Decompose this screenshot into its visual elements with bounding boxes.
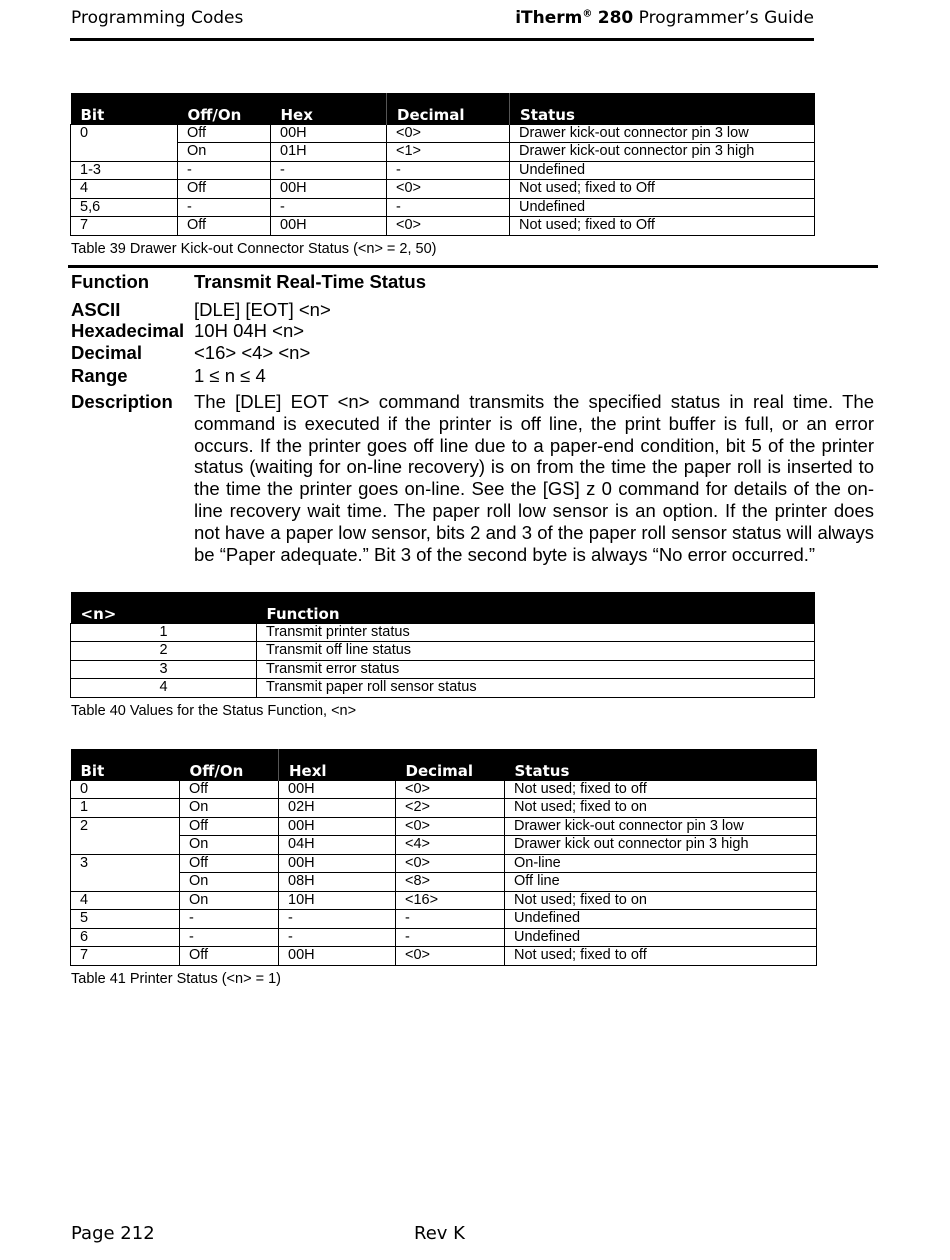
range-value: 1 ≤ n ≤ 4 [194,365,266,386]
table-39 [70,93,815,236]
table-cell: - [279,910,396,929]
table-cell: - [180,928,279,947]
table-cell: 00H [279,817,396,836]
table-cell: Drawer kick out connector pin 3 high [505,836,817,855]
table-cell: Not used; fixed to off [505,947,817,966]
function-title: Transmit Real-Time Status [194,271,427,292]
table-cell: Off [180,854,279,873]
table-cell: 02H [279,799,396,818]
table-cell: Off [180,780,279,799]
table-cell: <8> [396,873,505,892]
table-cell: Drawer kick-out connector pin 3 low [510,124,815,143]
table-cell: On [180,836,279,855]
column-header: Decimal [387,93,510,124]
table-cell: 7 [71,947,180,966]
table-row [71,910,817,929]
table-39-caption: Table 39 Drawer Kick-out Connector Status (<n> = 2, 50) [71,241,437,257]
running-header-right [515,8,814,28]
table-cell: - [387,161,510,180]
hexadecimal-label: Hexadecimal [71,320,185,341]
revision: Rev K [414,1223,465,1244]
table-cell: Undefined [505,910,817,929]
table-header-row [71,749,817,780]
table-cell: - [387,198,510,217]
table-cell: - [279,928,396,947]
table-cell: 00H [271,124,387,143]
table-41 [70,749,817,966]
table-cell: <0> [387,217,510,236]
table-cell: 5,6 [71,198,178,217]
table-cell: - [178,198,271,217]
table-row [71,947,817,966]
table-row [71,817,817,836]
table-cell: Undefined [510,198,815,217]
column-header: Off/On [178,93,271,124]
header-rule [70,38,814,41]
table-cell: - [178,161,271,180]
table-cell: 08H [279,873,396,892]
table-cell: <16> [396,891,505,910]
function-label: Function [71,271,150,292]
table-cell: On [180,799,279,818]
table-row [71,679,815,698]
table-cell: On [180,891,279,910]
table-row [71,836,817,855]
column-header: Status [505,749,817,780]
table-cell: 01H [271,143,387,162]
table-cell: Not used; fixed to on [505,799,817,818]
table-cell: 00H [279,780,396,799]
table-cell: Not used; fixed to off [505,780,817,799]
table-cell: Transmit paper roll sensor status [257,679,815,698]
table-row [71,180,815,199]
table-cell: 4 [71,679,257,698]
brand-name: iTherm [515,8,583,28]
table-cell: 04H [279,836,396,855]
table-cell: 0 [71,780,180,799]
table-cell: <2> [396,799,505,818]
table-row [71,854,817,873]
table-cell: Drawer kick-out connector pin 3 low [505,817,817,836]
table-row [71,799,817,818]
column-header: Bit [71,749,180,780]
registered-mark: ® [582,8,593,20]
table-cell: - [396,928,505,947]
running-header-left: Programming Codes [71,8,244,28]
table-cell: 4 [71,180,178,199]
table-row [71,660,815,679]
table-40 [70,592,815,698]
table-cell: Not used; fixed to Off [510,180,815,199]
column-header: Decimal [396,749,505,780]
table-cell: Transmit off line status [257,642,815,661]
column-header: Status [510,93,815,124]
table-cell: On [178,143,271,162]
table-cell: <0> [396,947,505,966]
table-cell: 1 [71,799,180,818]
table-row [71,124,815,143]
table-cell: 3 [71,854,180,891]
table-cell: - [180,910,279,929]
table-cell: 5 [71,910,180,929]
table-cell: 2 [71,817,180,854]
column-header: Function [257,592,815,623]
table-cell: 10H [279,891,396,910]
range-label: Range [71,365,128,386]
column-header: Hex [271,93,387,124]
table-cell: On-line [505,854,817,873]
table-cell: 00H [279,947,396,966]
table-cell: 00H [271,180,387,199]
column-header: Bit [71,93,178,124]
table-cell: Off [178,180,271,199]
table-header-row [71,592,815,623]
table-row [71,198,815,217]
table-cell: Off [178,217,271,236]
table-cell: Transmit printer status [257,623,815,642]
table-cell: 0 [71,124,178,161]
description-label: Description [71,391,173,412]
function-rule [68,265,878,268]
table-row [71,891,817,910]
table-cell: 7 [71,217,178,236]
table-cell: <0> [387,180,510,199]
ascii-value: [DLE] [EOT] <n> [194,299,331,320]
table-cell: 00H [279,854,396,873]
table-cell: On [180,873,279,892]
table-cell: Off line [505,873,817,892]
column-header: Hexl [279,749,396,780]
table-row [71,642,815,661]
table-cell: Off [180,947,279,966]
table-cell: Drawer kick-out connector pin 3 high [510,143,815,162]
table-row [71,928,817,947]
table-cell: - [271,161,387,180]
description-text: The [DLE] EOT <n> command transmits the specified status in real time. The command is executed if the printer is off line, the print buffer is full, or an error occurs. If the printer goes off line due to a paper-end condition, bit 5 of the printer status (waiting for on-line recovery) is on from the time the paper roll is inserted to the time the printer goes on-line. See the [GS] z 0 command for details of the on-line recovery wait time. The paper roll low sensor is an option. If the printer does not have a paper low sensor, bits 2 and 3 of the paper roll sensor status will always be “Paper adequate.” Bit 3 of the second byte is always “No error occurred.” [194,391,874,565]
table-cell: 1-3 [71,161,178,180]
table-cell: - [271,198,387,217]
decimal-value: <16> <4> <n> [194,342,311,363]
table-row [71,873,817,892]
table-row [71,217,815,236]
table-cell: Not used; fixed to on [505,891,817,910]
table-cell: <0> [396,780,505,799]
decimal-label: Decimal [71,342,142,363]
page-number: Page 212 [71,1223,155,1244]
ascii-label: ASCII [71,299,121,320]
table-row [71,143,815,162]
table-cell: <0> [396,817,505,836]
model-number: 280 [597,8,634,28]
table-41-caption: Table 41 Printer Status (<n> = 1) [71,971,281,987]
table-cell: 6 [71,928,180,947]
table-cell: 00H [271,217,387,236]
table-cell: <0> [387,124,510,143]
table-cell: <4> [396,836,505,855]
column-header: Off/On [180,749,279,780]
table-cell: Off [178,124,271,143]
table-row [71,161,815,180]
guide-title: Programmer’s Guide [638,8,814,28]
table-cell: Off [180,817,279,836]
table-cell: <1> [387,143,510,162]
table-row [71,623,815,642]
table-header-row [71,93,815,124]
table-cell: 3 [71,660,257,679]
table-cell: 2 [71,642,257,661]
table-cell: 1 [71,623,257,642]
table-row [71,780,817,799]
hexadecimal-value: 10H 04H <n> [194,320,305,341]
table-cell: Not used; fixed to Off [510,217,815,236]
table-cell: - [396,910,505,929]
table-cell: Transmit error status [257,660,815,679]
table-cell: <0> [396,854,505,873]
table-cell: Undefined [505,928,817,947]
table-cell: 4 [71,891,180,910]
column-header: <n> [71,592,257,623]
table-cell: Undefined [510,161,815,180]
table-40-caption: Table 40 Values for the Status Function, <n> [71,703,357,719]
